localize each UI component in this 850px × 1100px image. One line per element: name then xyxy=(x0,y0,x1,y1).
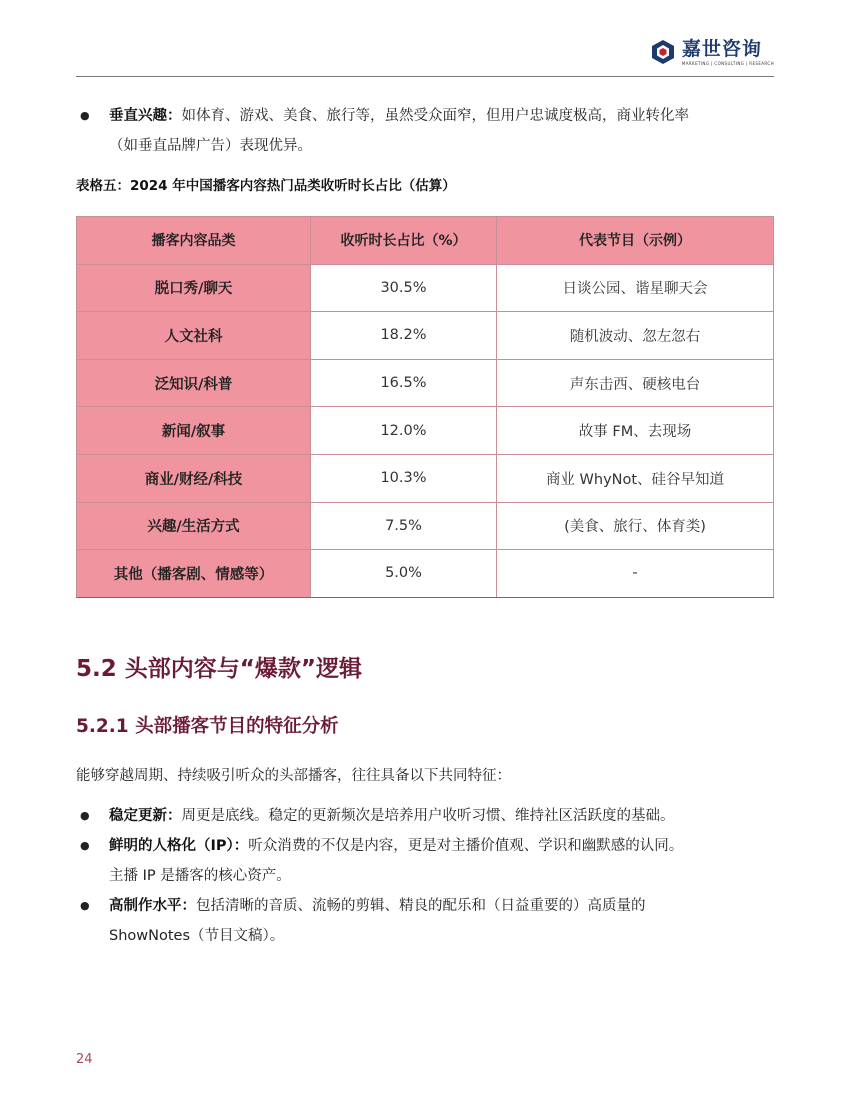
feature-text: 周更是底线。稳定的更新频次是培养用户收听习惯、维持社区活跃度的基础。 xyxy=(181,808,675,824)
cell-examples: (美食、旅行、体育类) xyxy=(497,502,774,550)
cell-category: 脱口秀/聊天 xyxy=(77,264,311,312)
brand-logo xyxy=(650,38,774,67)
feature-item-stable-updates xyxy=(76,801,774,831)
header-share: 收听时长占比（%） xyxy=(311,217,497,265)
cell-examples: 商业 WhyNot、硅谷早知道 xyxy=(497,454,774,502)
header-examples: 代表节目（示例） xyxy=(497,217,774,265)
feature-bullet-list xyxy=(76,801,774,951)
table-caption: 表格五：2024 年中国播客内容热门品类收听时长占比（估算） xyxy=(76,178,456,194)
bullet-vertical-interest xyxy=(76,101,774,161)
feature-text: 听众消费的不仅是内容，更是对主播价值观、学识和幽默感的认同。 xyxy=(248,838,684,854)
table-row xyxy=(77,502,774,550)
page-number: 24 xyxy=(76,1052,93,1067)
table-row xyxy=(77,454,774,502)
cell-examples: - xyxy=(497,550,774,598)
section-heading: 5.2 头部内容与“爆款”逻辑 xyxy=(76,656,362,682)
bullet-title: 垂直兴趣： xyxy=(109,108,182,124)
table-row xyxy=(77,359,774,407)
feature-title: 鲜明的人格化（IP）： xyxy=(109,838,249,854)
cell-share: 16.5% xyxy=(311,359,497,407)
intro-paragraph: 能够穿越周期、持续吸引听众的头部播客，往往具备以下共同特征： xyxy=(76,768,511,784)
page-header xyxy=(76,36,774,77)
top-bullet-list xyxy=(76,101,774,161)
feature-title: 高制作水平： xyxy=(109,898,196,914)
table-row xyxy=(77,312,774,360)
cell-share: 12.0% xyxy=(311,407,497,455)
feature-item-production-quality xyxy=(76,891,774,951)
cell-examples: 故事 FM、去现场 xyxy=(497,407,774,455)
cell-category: 泛知识/科普 xyxy=(77,359,311,407)
cell-category: 新闻/叙事 xyxy=(77,407,311,455)
cell-category: 兴趣/生活方式 xyxy=(77,502,311,550)
table-row xyxy=(77,550,774,598)
feature-title: 稳定更新： xyxy=(109,808,182,824)
cell-category: 其他（播客剧、情感等） xyxy=(77,550,311,598)
table-header-row xyxy=(77,217,774,265)
table-row xyxy=(77,407,774,455)
category-share-table xyxy=(76,216,774,598)
cell-share: 18.2% xyxy=(311,312,497,360)
cell-examples: 声东击西、硬核电台 xyxy=(497,359,774,407)
cell-category: 商业/财经/科技 xyxy=(77,454,311,502)
cell-share: 30.5% xyxy=(311,264,497,312)
feature-text-cont: ShowNotes（节目文稿）。 xyxy=(109,928,285,944)
cell-category: 人文社科 xyxy=(77,312,311,360)
cell-share: 7.5% xyxy=(311,502,497,550)
feature-item-personal-ip xyxy=(76,831,774,891)
cell-share: 10.3% xyxy=(311,454,497,502)
logo-name: 嘉世咨询 xyxy=(681,38,762,60)
cell-examples: 随机波动、忽左忽右 xyxy=(497,312,774,360)
feature-text: 包括清晰的音质、流畅的剪辑、精良的配乐和（日益重要的）高质量的 xyxy=(196,898,646,914)
feature-text-cont: 主播 IP 是播客的核心资产。 xyxy=(109,868,291,884)
cell-examples: 日谈公园、谐星聊天会 xyxy=(497,264,774,312)
cell-share: 5.0% xyxy=(311,550,497,598)
subsection-heading: 5.2.1 头部播客节目的特征分析 xyxy=(76,716,339,737)
table-row xyxy=(77,264,774,312)
bullet-text: 如体育、游戏、美食、旅行等，虽然受众面窄，但用户忠诚度极高，商业转化率 xyxy=(181,108,689,124)
logo-tagline: MARKETING | CONSULTING | RESEARCH xyxy=(681,61,774,66)
bullet-text-cont: （如垂直品牌广告）表现优异。 xyxy=(109,138,312,154)
logo-mark-icon xyxy=(650,39,676,65)
header-category: 播客内容品类 xyxy=(77,217,311,265)
